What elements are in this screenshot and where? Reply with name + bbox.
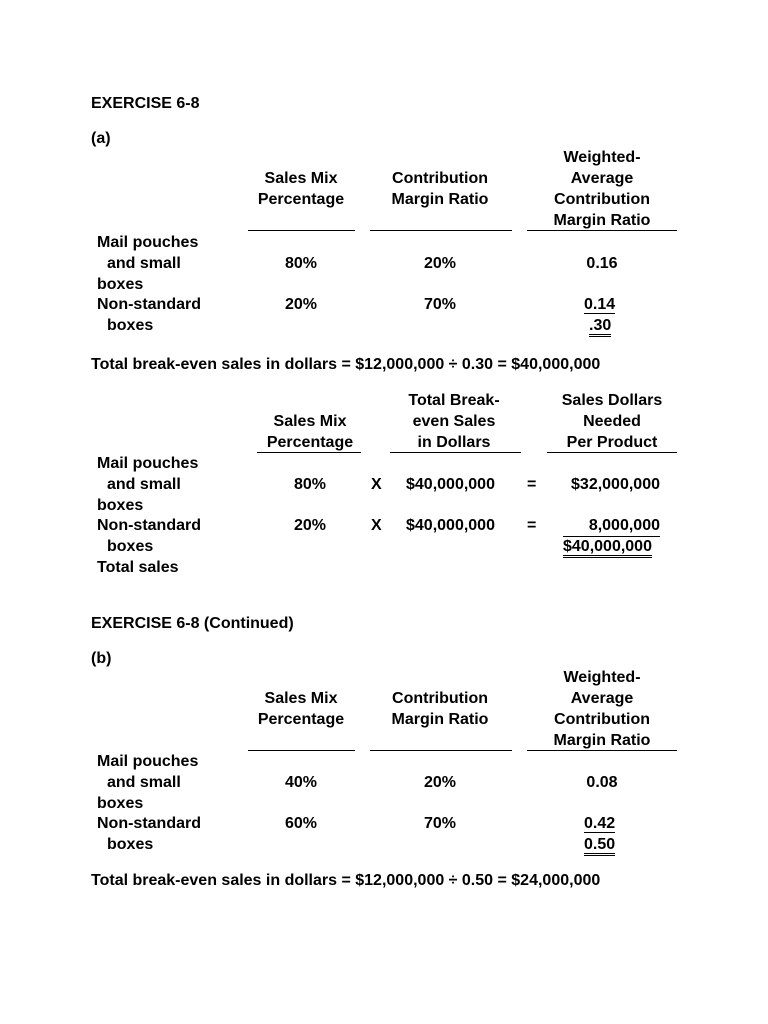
row-label-non-standard: Non-standard boxes xyxy=(97,517,201,555)
cell-total-sales: $40,000,000 xyxy=(563,536,652,557)
header-rule xyxy=(390,452,521,453)
header-rule xyxy=(248,750,355,751)
header-rule xyxy=(547,452,677,453)
header-rule xyxy=(527,750,677,751)
row-label-non-standard: Non-standard boxes xyxy=(97,296,201,334)
cell-sales-mix: 80% xyxy=(293,476,327,493)
cell-sales-needed: $32,000,000 xyxy=(571,476,660,493)
col-header-sales-mix: Sales Mix Percentage xyxy=(257,690,345,728)
col-header-sales-mix: Sales Mix Percentage xyxy=(257,170,345,208)
breakeven-sales-line: Total break-even sales in dollars = $12,000,000 ÷ 0.30 = $40,000,000 xyxy=(91,356,601,373)
header-rule xyxy=(248,230,355,231)
cell-breakeven-amount: $40,000,000 xyxy=(406,476,495,493)
cell-sales-mix: 80% xyxy=(284,255,318,272)
cell-sales-mix: 60% xyxy=(284,815,318,832)
col-header-weighted-cm: Weighted- Average Contribution Margin Ratio xyxy=(553,149,651,229)
exercise-heading: EXERCISE 6-8 xyxy=(91,95,200,112)
cell-cm-ratio: 70% xyxy=(423,296,457,313)
cell-weighted-cm: 0.08 xyxy=(586,774,618,791)
multiply-sign: X xyxy=(371,476,382,493)
part-label-a: (a) xyxy=(91,130,111,147)
col-header-weighted-cm: Weighted- Average Contribution Margin Ratio xyxy=(553,669,651,749)
col-header-total-breakeven: Total Break- even Sales in Dollars xyxy=(408,392,500,451)
cell-weighted-total: .30 xyxy=(589,315,611,336)
cell-cm-ratio: 20% xyxy=(423,255,457,272)
cell-sales-mix: 20% xyxy=(284,296,318,313)
multiply-sign: X xyxy=(371,517,382,534)
header-rule xyxy=(527,230,677,231)
cell-weighted-total: 0.50 xyxy=(584,834,615,855)
row-label-mail-pouches: Mail pouches and small boxes xyxy=(97,234,199,293)
col-header-sales-mix: Sales Mix Percentage xyxy=(266,413,354,451)
equals-sign: = xyxy=(527,517,537,534)
header-rule xyxy=(370,230,512,231)
equals-sign: = xyxy=(527,476,537,493)
cell-cm-ratio: 20% xyxy=(423,774,457,791)
row-label-total-sales: Total sales xyxy=(97,559,179,576)
cell-sales-mix: 20% xyxy=(293,517,327,534)
col-header-sales-needed: Sales Dollars Needed Per Product xyxy=(561,392,663,451)
cell-weighted-cm: 0.42 xyxy=(584,815,616,832)
row-label-non-standard: Non-standard boxes xyxy=(97,815,201,853)
cell-weighted-cm: 0.14 xyxy=(584,296,616,313)
breakeven-sales-line: Total break-even sales in dollars = $12,000,000 ÷ 0.50 = $24,000,000 xyxy=(91,872,601,889)
row-label-mail-pouches: Mail pouches and small boxes xyxy=(97,753,199,812)
col-header-cm-ratio: Contribution Margin Ratio xyxy=(391,690,489,728)
cell-cm-ratio: 70% xyxy=(423,815,457,832)
header-rule xyxy=(257,452,361,453)
part-label-b: (b) xyxy=(91,650,112,667)
cell-breakeven-amount: $40,000,000 xyxy=(406,517,495,534)
row-label-mail-pouches: Mail pouches and small boxes xyxy=(97,455,199,514)
col-header-cm-ratio: Contribution Margin Ratio xyxy=(391,170,489,208)
cell-sales-mix: 40% xyxy=(284,774,318,791)
cell-sales-needed: 8,000,000 xyxy=(563,515,660,537)
cell-weighted-cm: 0.16 xyxy=(586,255,618,272)
header-rule xyxy=(370,750,512,751)
exercise-heading-continued: EXERCISE 6-8 (Continued) xyxy=(91,615,294,632)
